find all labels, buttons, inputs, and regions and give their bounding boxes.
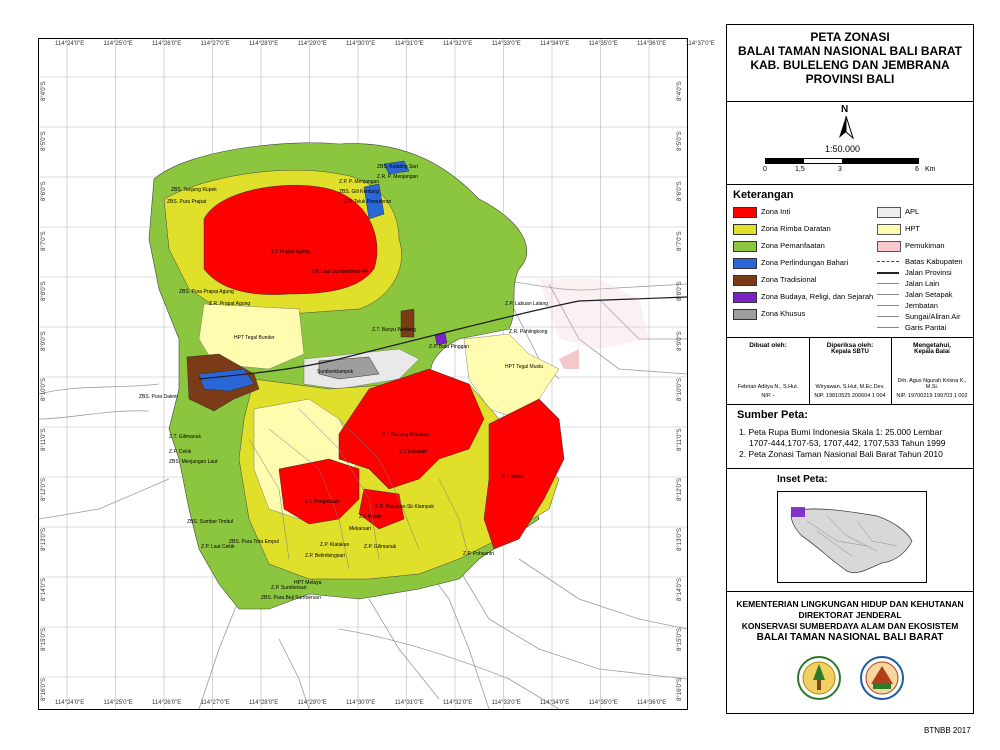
zonation-map bbox=[39, 39, 687, 709]
inset-section bbox=[727, 469, 973, 592]
signature-section bbox=[727, 338, 973, 405]
legend-line-label: Jalan Provinsi bbox=[905, 268, 952, 277]
legend-line-symbol bbox=[877, 283, 899, 284]
map-place-label: Z.I. Klatakan bbox=[399, 449, 428, 455]
map-place-label: Z.P. Labuan Lalang bbox=[505, 301, 549, 307]
signature-name: Febrian Aditya N., S.Hut. bbox=[737, 384, 799, 390]
legend-zone-label: Zona Khusus bbox=[761, 309, 806, 318]
legend-zone-label: Zona Budaya, Religi, dan Sejarah bbox=[761, 292, 874, 301]
top-coordinate-label: 114°36'0"E bbox=[637, 41, 667, 47]
side-coordinate-label: 8°5'0"S bbox=[41, 131, 47, 151]
title-section bbox=[727, 25, 973, 102]
scale-tick-2: 3 bbox=[838, 166, 842, 173]
bottom-coordinate-label: 114°36'0"E bbox=[637, 700, 667, 706]
signature-nip: NIP. 19700219 199703 1 002 bbox=[896, 393, 968, 399]
side-coordinate-label: 8°4'0"S bbox=[41, 81, 47, 101]
title-line-4: PROVINSI BALI bbox=[805, 72, 895, 86]
sources-title: Sumber Peta: bbox=[737, 409, 808, 421]
legend-swatch bbox=[733, 258, 757, 269]
legend-swatch bbox=[877, 224, 901, 235]
map-place-label: Z.P. Teluk Pemuteran bbox=[344, 199, 392, 205]
legend-zone-label: Zona Tradisional bbox=[761, 275, 817, 284]
title-line-3: KAB. BULELENG DAN JEMBRANA bbox=[750, 58, 950, 72]
signature-column bbox=[727, 338, 810, 404]
legend-zone-label: Zona Rimba Daratan bbox=[761, 224, 831, 233]
map-place-label: Z.R. Prapat Agung bbox=[209, 301, 251, 307]
map-place-label: Z.I. Mustu bbox=[502, 474, 525, 480]
side-coordinate-label-right: 8°16'0"S bbox=[677, 677, 683, 701]
top-coordinate-label: 114°35'0"E bbox=[588, 41, 618, 47]
signature-role: Kepala SBTU bbox=[831, 349, 869, 355]
side-coordinate-label-right: 8°6'0"S bbox=[677, 181, 683, 201]
map-place-label: Z.P. Laut Sumberkima-PA bbox=[311, 269, 369, 275]
legend-line-label: Jalan Setapak bbox=[905, 290, 953, 299]
scale-ratio: 1:50.000 bbox=[825, 144, 861, 154]
signature-heading: Dibuat oleh: bbox=[749, 342, 787, 349]
legend-panel bbox=[726, 24, 974, 714]
legend-line-label: Sungai/Aliran Air bbox=[905, 312, 961, 321]
bottom-coordinate-label: 114°32'0"E bbox=[443, 700, 473, 706]
legend-line-symbol bbox=[877, 272, 899, 274]
footer-line-3: KONSERVASI SUMBERDAYA ALAM DAN EKOSISTEM bbox=[741, 621, 959, 631]
side-coordinate-label-right: 8°10'0"S bbox=[677, 377, 683, 401]
title-line-1: PETA ZONASI bbox=[810, 30, 890, 44]
legend-line-label: Garis Pantai bbox=[905, 323, 947, 332]
map-place-label: ZBS. Menjangan Laut bbox=[169, 459, 218, 465]
legend-line-label: Jembatan bbox=[905, 301, 938, 310]
map-place-label: Z.P. Gilimanuk bbox=[364, 544, 397, 550]
map-place-label: Z.P. Belimbingsari bbox=[305, 553, 345, 559]
signature-heading: Mengetahui, bbox=[913, 342, 951, 349]
side-coordinate-label-right: 8°15'0"S bbox=[677, 627, 683, 651]
top-coordinate-label: 114°30'0"E bbox=[346, 41, 376, 47]
legend-swatch bbox=[733, 292, 757, 303]
side-coordinate-label-right: 8°8'0"S bbox=[677, 281, 683, 301]
scale-bar bbox=[765, 158, 919, 164]
bottom-coordinate-label: 114°25'0"E bbox=[103, 700, 133, 706]
side-coordinate-label-right: 8°7'0"S bbox=[677, 231, 683, 251]
map-place-label: Z.P. Cekik bbox=[169, 449, 192, 455]
source-line-3: 2. Peta Zonasi Taman Nasional Bali Barat Tahun 2010 bbox=[739, 449, 943, 459]
map-place-label: Z.P. Pohsantri bbox=[463, 551, 495, 557]
inset-map bbox=[777, 491, 927, 583]
map-place-label: ZBS. Pura Dalem bbox=[139, 394, 178, 400]
map-place-label: ZBS. Pura Tirta Empul bbox=[229, 539, 279, 545]
bottom-coordinate-label: 114°29'0"E bbox=[297, 700, 327, 706]
top-coordinate-label: 114°37'0"E bbox=[685, 41, 715, 47]
signature-name: Wiryawan, S.Hut, M.Ec.Dev. bbox=[815, 384, 885, 390]
park-logo-icon bbox=[859, 654, 905, 702]
map-place-label: ZBS. Sumber Timbul bbox=[187, 519, 234, 525]
map-place-label: Z.P. Batu Pinggan bbox=[429, 344, 469, 350]
signature-nip: NIP. - bbox=[761, 393, 775, 399]
side-coordinate-label: 8°10'0"S bbox=[41, 377, 47, 401]
side-coordinate-label: 8°12'0"S bbox=[41, 477, 47, 501]
bottom-coordinate-label: 114°34'0"E bbox=[540, 700, 570, 706]
legend-line-symbol bbox=[877, 327, 899, 328]
top-coordinate-label: 114°32'0"E bbox=[443, 41, 473, 47]
north-arrow-icon bbox=[837, 116, 855, 140]
settlements bbox=[539, 279, 649, 369]
side-coordinate-label: 8°16'0"S bbox=[41, 677, 47, 701]
side-coordinate-label: 8°13'0"S bbox=[41, 527, 47, 551]
legend-line-symbol bbox=[877, 316, 899, 317]
side-coordinate-label-right: 8°14'0"S bbox=[677, 577, 683, 601]
signature-heading: Diperiksa oleh: bbox=[826, 342, 874, 349]
bottom-coordinate-label: 114°28'0"E bbox=[249, 700, 279, 706]
map-place-label: HPT Tegal Mustu bbox=[505, 364, 544, 370]
footer-line-4: BALAI TAMAN NASIONAL BALI BARAT bbox=[756, 632, 944, 643]
map-place-label: ZBS. Tanjung Rupek bbox=[171, 187, 217, 193]
signature-column bbox=[809, 338, 892, 404]
inset-highlight bbox=[791, 507, 805, 517]
bottom-coordinate-label: 114°27'0"E bbox=[200, 700, 230, 706]
legend-title: Keterangan bbox=[733, 189, 794, 201]
side-coordinate-label-right: 8°4'0"S bbox=[677, 81, 683, 101]
map-place-label: HPT Melaya bbox=[294, 580, 322, 586]
legend-zone-label: Zona Pemanfaatan bbox=[761, 241, 825, 250]
map-place-label: Z.T. Gilimanuk bbox=[169, 434, 201, 440]
legend-line-symbol bbox=[877, 305, 899, 306]
top-coordinate-label: 114°24'0"E bbox=[55, 41, 85, 47]
signature-nip: NIP. 19810525 200604 1 004 bbox=[814, 393, 886, 399]
north-letter: N bbox=[841, 104, 849, 115]
footer-section bbox=[727, 592, 973, 712]
legend-swatch bbox=[877, 207, 901, 218]
map-place-label: Z.I. Prapat Agung bbox=[271, 249, 310, 255]
map-place-label: Mekarsari bbox=[349, 526, 371, 532]
legend-section bbox=[727, 185, 973, 338]
top-coordinate-label: 114°29'0"E bbox=[297, 41, 327, 47]
bottom-coordinate-label: 114°26'0"E bbox=[152, 700, 182, 706]
footer-line-1: KEMENTERIAN LINGKUNGAN HIDUP DAN KEHUTANAN bbox=[736, 599, 964, 609]
map-place-label: Z.I. Gunung Klatakan bbox=[382, 432, 430, 438]
legend-area-label: Pemukiman bbox=[905, 241, 945, 250]
bottom-coordinate-label: 114°35'0"E bbox=[588, 700, 618, 706]
side-coordinate-label: 8°11'0"S bbox=[41, 428, 47, 451]
side-coordinate-label: 8°7'0"S bbox=[41, 231, 47, 251]
map-frame[interactable] bbox=[38, 38, 715, 710]
source-line-1: 1. Peta Rupa Bumi Indonesia Skala 1: 25.000 Lembar bbox=[739, 427, 943, 437]
scale-tick-3: 6 bbox=[915, 166, 919, 173]
signature-role: Kepala Balai bbox=[914, 349, 950, 355]
map-place-label: Sumberklampok bbox=[317, 369, 354, 375]
legend-line-label: Batas Kabupaten bbox=[905, 257, 963, 266]
side-coordinate-label: 8°8'0"S bbox=[41, 281, 47, 301]
side-coordinate-label-right: 8°5'0"S bbox=[677, 131, 683, 151]
map-place-label: Z.I. Pulaki bbox=[359, 514, 382, 520]
title-line-2: BALAI TAMAN NASIONAL BALI BARAT bbox=[738, 44, 962, 58]
scale-tick-1: 1,5 bbox=[795, 166, 805, 173]
bottom-coordinate-label: 114°24'0"E bbox=[55, 700, 85, 706]
footer-line-2: DIREKTORAT JENDERAL bbox=[798, 610, 902, 620]
side-coordinate-label: 8°14'0"S bbox=[41, 577, 47, 601]
legend-swatch bbox=[877, 241, 901, 252]
map-place-label: Z.P. Sumbersari bbox=[271, 585, 307, 591]
top-coordinate-label: 114°33'0"E bbox=[491, 41, 521, 47]
signature-column bbox=[891, 338, 973, 404]
legend-line-symbol bbox=[877, 261, 899, 262]
legend-area-label: HPT bbox=[905, 224, 920, 233]
side-coordinate-label: 8°6'0"S bbox=[41, 181, 47, 201]
top-coordinate-label: 114°34'0"E bbox=[540, 41, 570, 47]
map-place-label: HPT Tegal Bunder bbox=[234, 335, 275, 341]
bottom-coordinate-label: 114°30'0"E bbox=[346, 700, 376, 706]
signature-name: Drh. Agus Ngurah Krisna K., M.Si. bbox=[897, 378, 967, 390]
map-place-label: Z.P. Klatakan bbox=[320, 542, 350, 548]
side-coordinate-label: 8°15'0"S bbox=[41, 627, 47, 651]
map-place-label: ZBS. Pura Prapat bbox=[167, 199, 207, 205]
source-line-2: 1707-444,1707-53, 1707,442, 1707,533 Tahun 1999 bbox=[749, 438, 946, 448]
legend-line-symbol bbox=[877, 294, 899, 295]
sources-section bbox=[727, 405, 973, 469]
side-coordinate-label: 8°9'0"S bbox=[41, 331, 47, 351]
map-place-label: Z.R. P. Menjangan bbox=[377, 174, 419, 180]
top-coordinate-label: 114°25'0"E bbox=[103, 41, 133, 47]
map-code: BTNBB 2017 bbox=[924, 726, 971, 735]
map-place-label: Z.P. Laut Cekik bbox=[201, 544, 235, 550]
top-coordinate-label: 114°27'0"E bbox=[200, 41, 230, 47]
legend-swatch bbox=[733, 309, 757, 320]
legend-swatch bbox=[733, 207, 757, 218]
legend-area-label: APL bbox=[905, 207, 920, 216]
side-coordinate-label-right: 8°11'0"S bbox=[677, 428, 683, 451]
legend-swatch bbox=[733, 241, 757, 252]
bottom-coordinate-label: 114°31'0"E bbox=[394, 700, 424, 706]
top-coordinate-label: 114°26'0"E bbox=[152, 41, 182, 47]
map-place-label: ZBS. Pura Beji Sumbersari bbox=[261, 595, 321, 601]
side-coordinate-label-right: 8°12'0"S bbox=[677, 477, 683, 501]
legend-line-label: Jalan Lain bbox=[905, 279, 940, 288]
legend-zone-label: Zona Perlindungan Bahari bbox=[761, 258, 849, 267]
map-place-label: ZBS. Kelating Sari bbox=[377, 164, 418, 170]
ministry-logo-icon bbox=[797, 654, 841, 702]
legend-swatch bbox=[733, 224, 757, 235]
inset-title: Inset Peta: bbox=[777, 474, 828, 485]
bottom-coordinate-label: 114°33'0"E bbox=[491, 700, 521, 706]
map-place-label: Z.P. P. Menjangan bbox=[339, 179, 380, 185]
scale-unit: Km bbox=[925, 166, 936, 173]
map-place-label: Z.I. Pengaduan bbox=[305, 499, 340, 505]
legend-zone-label: Zona Inti bbox=[761, 207, 791, 216]
scale-section bbox=[727, 102, 973, 185]
side-coordinate-label-right: 8°9'0"S bbox=[677, 331, 683, 351]
map-place-label: Z.T. Banyu Wedang bbox=[372, 327, 416, 333]
map-place-label: Z.R. Pahlingkong bbox=[509, 329, 548, 335]
scale-tick-0: 0 bbox=[763, 166, 767, 173]
map-place-label: Z.R. Klatakan-Sb Klampok bbox=[375, 504, 434, 510]
top-coordinate-label: 114°31'0"E bbox=[394, 41, 424, 47]
side-coordinate-label-right: 8°13'0"S bbox=[677, 527, 683, 551]
legend-swatch bbox=[733, 275, 757, 286]
map-place-label: ZBS. Pura Prapat Agung bbox=[179, 289, 234, 295]
top-coordinate-label: 114°28'0"E bbox=[249, 41, 279, 47]
map-place-label: ZBS. Gili Kentung bbox=[339, 189, 379, 195]
